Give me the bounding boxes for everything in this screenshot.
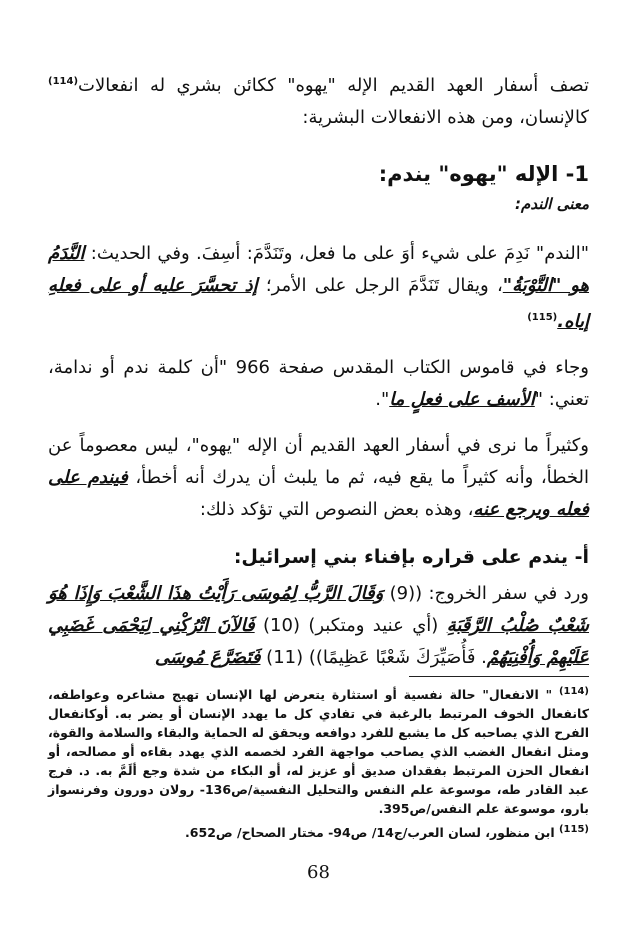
often-emphasis: فيندم على فعله ويرجع عنه <box>48 467 589 520</box>
subheading-meaning: معنى الندم: <box>515 195 589 213</box>
dictionary-emphasis: الأسف على فعلٍ ما <box>389 389 535 410</box>
footnote-text: ابن منظور، لسان العرب/ج14/ ص94- مختار الصحاح/ ص652. <box>185 825 559 841</box>
footnote-number: (115) <box>558 824 589 836</box>
exodus-text-cont-2: . فَأُصَيِّرَكَ شَعْبًا عَظِيمًا)) (11) <box>260 647 487 668</box>
intro-text-cont: كالإنسان، ومن هذه الانفعالات البشرية: <box>302 107 589 128</box>
exodus-text: ورد في سفر الخروج: ((9) <box>383 583 589 604</box>
footnote-114 <box>48 682 589 818</box>
definition-emphasis-2: إذ تحسَّرَ عليه أو على فعلهِ إياه. <box>48 275 589 332</box>
definition-text: "الندم" نَدِمَ على شيء أوَ على ما فعل، وتَنَدَّمَ: أسِفَ. وفي الحديث: <box>84 243 589 264</box>
footnote-115 <box>48 820 589 842</box>
dictionary-paragraph <box>48 352 589 416</box>
dictionary-text: وجاء في قاموس الكتاب المقدس صفحة 966 "أن كلمة ندم أو ندامة، تعني: " <box>48 357 589 410</box>
page-number: 68 <box>307 862 330 883</box>
intro-paragraph <box>48 66 589 134</box>
footnote-ref-114[interactable]: (114) <box>48 76 79 87</box>
exodus-quote-2: فَالآنَ اتْرُكْنِي لِيَحْمَى غَضَبِي عَلَيْهِمْ وَأُفْنِيَهُمْ <box>48 615 589 668</box>
section-heading-1: 1- الإله "يهوه" يندم: <box>378 162 589 186</box>
page-body <box>48 66 589 674</box>
footnote-number: (114) <box>558 686 589 697</box>
section-heading-a: أ- يندم على قراره بإفناء بني إسرائيل: <box>233 546 589 568</box>
often-text: وكثيراً ما نرى في أسفار العهد القديم أن الإله "يهوه"، ليس معصوماً عن الخطأ، وأنه كثيراً ما يقع فيه، ثم ما يلبث أن يدرك أنه أخطأ، <box>48 435 589 488</box>
exodus-quote-1: وَقَالَ الرَّبُّ لِمُوسَى رَأَيْتُ هذَا الشَّعْبَ وَإِذَا هُوَ شَعْبٌ صُلْبُ الرَّقَبَةِ <box>48 583 589 636</box>
exodus-text-cont: (أي عنيد ومتكبر) (10) <box>254 615 447 636</box>
definition-paragraph <box>48 238 589 338</box>
footnote-ref-115[interactable]: (115) <box>527 312 558 323</box>
often-text-cont: ، وهذه بعض النصوص التي تؤكد ذلك: <box>199 499 474 520</box>
dictionary-text-cont: ". <box>375 389 390 410</box>
footnote-text: " الانفعال" حالة نفسية أو استثارة يتعرض لها الإنسان تهيج مشاعره وعواطفه، كانفعال الخوف المرتبط بالرغبة في تفادي كل ما يهدد الإنسان أو يضر به. أوكانفعال الفرح الذي يصاحبه كل ما يشبع للفرد دوافعه ويحقق له الحماية والبقاء والسلامة والقوة، ومثل انفعال الغضب الذي يصاحب مواجهة الفرد لخصمه الذي يهدد بقاءه أو مصالحه، أو انفعال الحزن المرتبط بفقدان صديق أو عزيز له، أو البكاء من شدة وجع ألَمَّ به. د. فرج عبد القادر طه، موسوعة علم النفس والتحليل النفسية/ص136- رولان دورون وفرنسواز بارو، موسوعة علم النفس/ص395. <box>48 687 590 817</box>
footnote-divider <box>409 676 589 677</box>
footnotes <box>48 682 589 842</box>
exodus-paragraph <box>48 578 589 674</box>
intro-text: تصف أسفار العهد القديم الإله "يهوه" ككائن بشري له انفعالات <box>78 75 589 96</box>
definition-text-cont: ، ويقال تَنَدَّمَ الرجل على الأمر؛ <box>257 275 503 296</box>
exodus-quote-3: فَتَضَرَّعَ مُوسَى <box>154 647 261 668</box>
definition-emphasis-1: النَّدَمُ هو "التَّوْبَةُ" <box>48 243 589 296</box>
often-paragraph <box>48 430 589 526</box>
